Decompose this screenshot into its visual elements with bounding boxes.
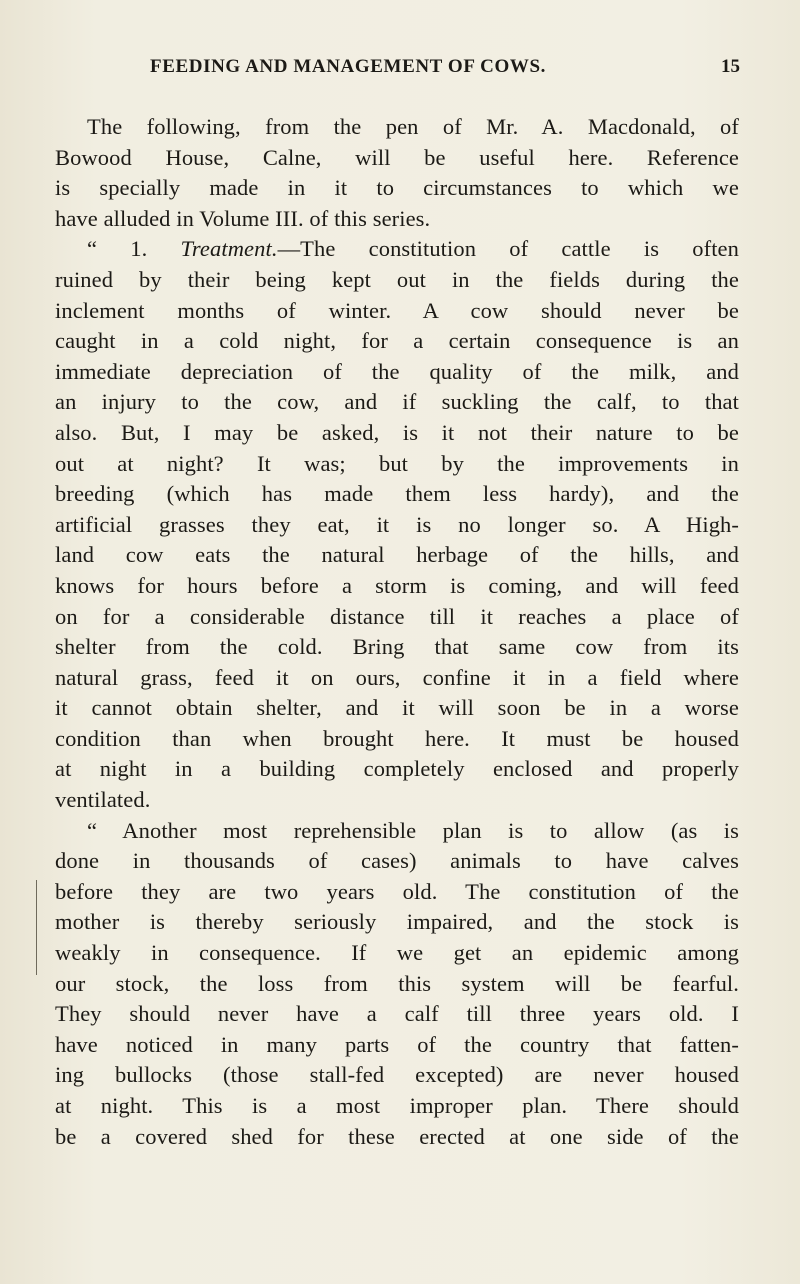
text-line: caught in a cold night, for a certain consequence is an bbox=[55, 328, 739, 354]
page-number: 15 bbox=[721, 56, 740, 77]
text-line: mother is thereby seriously impaired, and the stock is bbox=[55, 909, 739, 935]
body-text bbox=[55, 112, 739, 1152]
text-line: is specially made in it to circumstances to which we bbox=[55, 175, 739, 201]
text-line: ing bullocks (those stall-fed excepted) are never housed bbox=[55, 1062, 739, 1088]
section-heading-treatment: Treatment. bbox=[180, 236, 278, 262]
text-line: immediate depreciation of the quality of the milk, and bbox=[55, 358, 739, 384]
text-line: The following, from the pen of Mr. A. Macdonald, of bbox=[87, 114, 739, 139]
text-line: ruined by their being kept out in the fields during the bbox=[55, 266, 739, 292]
opening-quote: “ 1. bbox=[87, 236, 181, 262]
text-line: breeding (which has made them less hardy), and the bbox=[55, 481, 739, 507]
text-line: have noticed in many parts of the country that fatten- bbox=[55, 1031, 739, 1057]
text-line: Bowood House, Calne, will be useful here. Reference bbox=[55, 144, 739, 170]
text-line: done in thousands of cases) animals to have calves bbox=[55, 848, 739, 874]
text-line: also. But, I may be asked, is it not their nature to be bbox=[55, 419, 739, 445]
text-line: artificial grasses they eat, it is no longer so. A High- bbox=[55, 511, 739, 537]
text-span: —The constitution of cattle is often bbox=[277, 236, 739, 262]
text-line: at night in a building completely enclosed and properly bbox=[55, 756, 739, 782]
text-line: at night. This is a most improper plan. There should bbox=[55, 1093, 739, 1118]
text-line: land cow eats the natural herbage of the hills, and bbox=[55, 542, 739, 568]
text-line: out at night? It was; but by the improvements in bbox=[55, 450, 739, 476]
page-header bbox=[150, 56, 740, 86]
running-title: FEEDING AND MANAGEMENT OF COWS. bbox=[150, 56, 546, 77]
text-line: on for a considerable distance till it reaches a place of bbox=[55, 603, 739, 629]
text-line: have alluded in Volume III. of this series. bbox=[55, 205, 431, 231]
text-line: “ Another most reprehensible plan is to allow (as is bbox=[87, 817, 739, 843]
text-line: knows for hours before a storm is coming, and will feed bbox=[55, 572, 739, 598]
text-line: an injury to the cow, and if suckling the calf, to that bbox=[55, 389, 739, 415]
text-line: shelter from the cold. Bring that same cow from its bbox=[55, 634, 739, 660]
text-line: weakly in consequence. If we get an epidemic among bbox=[55, 940, 739, 966]
text-line: ventilated. bbox=[55, 787, 151, 813]
text-line: inclement months of winter. A cow should never be bbox=[55, 297, 739, 323]
text-line: be a covered shed for these erected at one side of the bbox=[55, 1123, 739, 1149]
text-line: our stock, the loss from this system will be fearful. bbox=[55, 970, 739, 996]
text-line: natural grass, feed it on ours, confine it in a field where bbox=[55, 664, 739, 690]
text-line: before they are two years old. The constitution of the bbox=[55, 878, 739, 904]
text-line: condition than when brought here. It must be housed bbox=[55, 725, 739, 751]
text-line: They should never have a calf till three years old. I bbox=[55, 1001, 739, 1027]
text-line: it cannot obtain shelter, and it will soon be in a worse bbox=[55, 695, 739, 721]
text-line bbox=[55, 234, 739, 265]
margin-mark bbox=[36, 880, 37, 975]
